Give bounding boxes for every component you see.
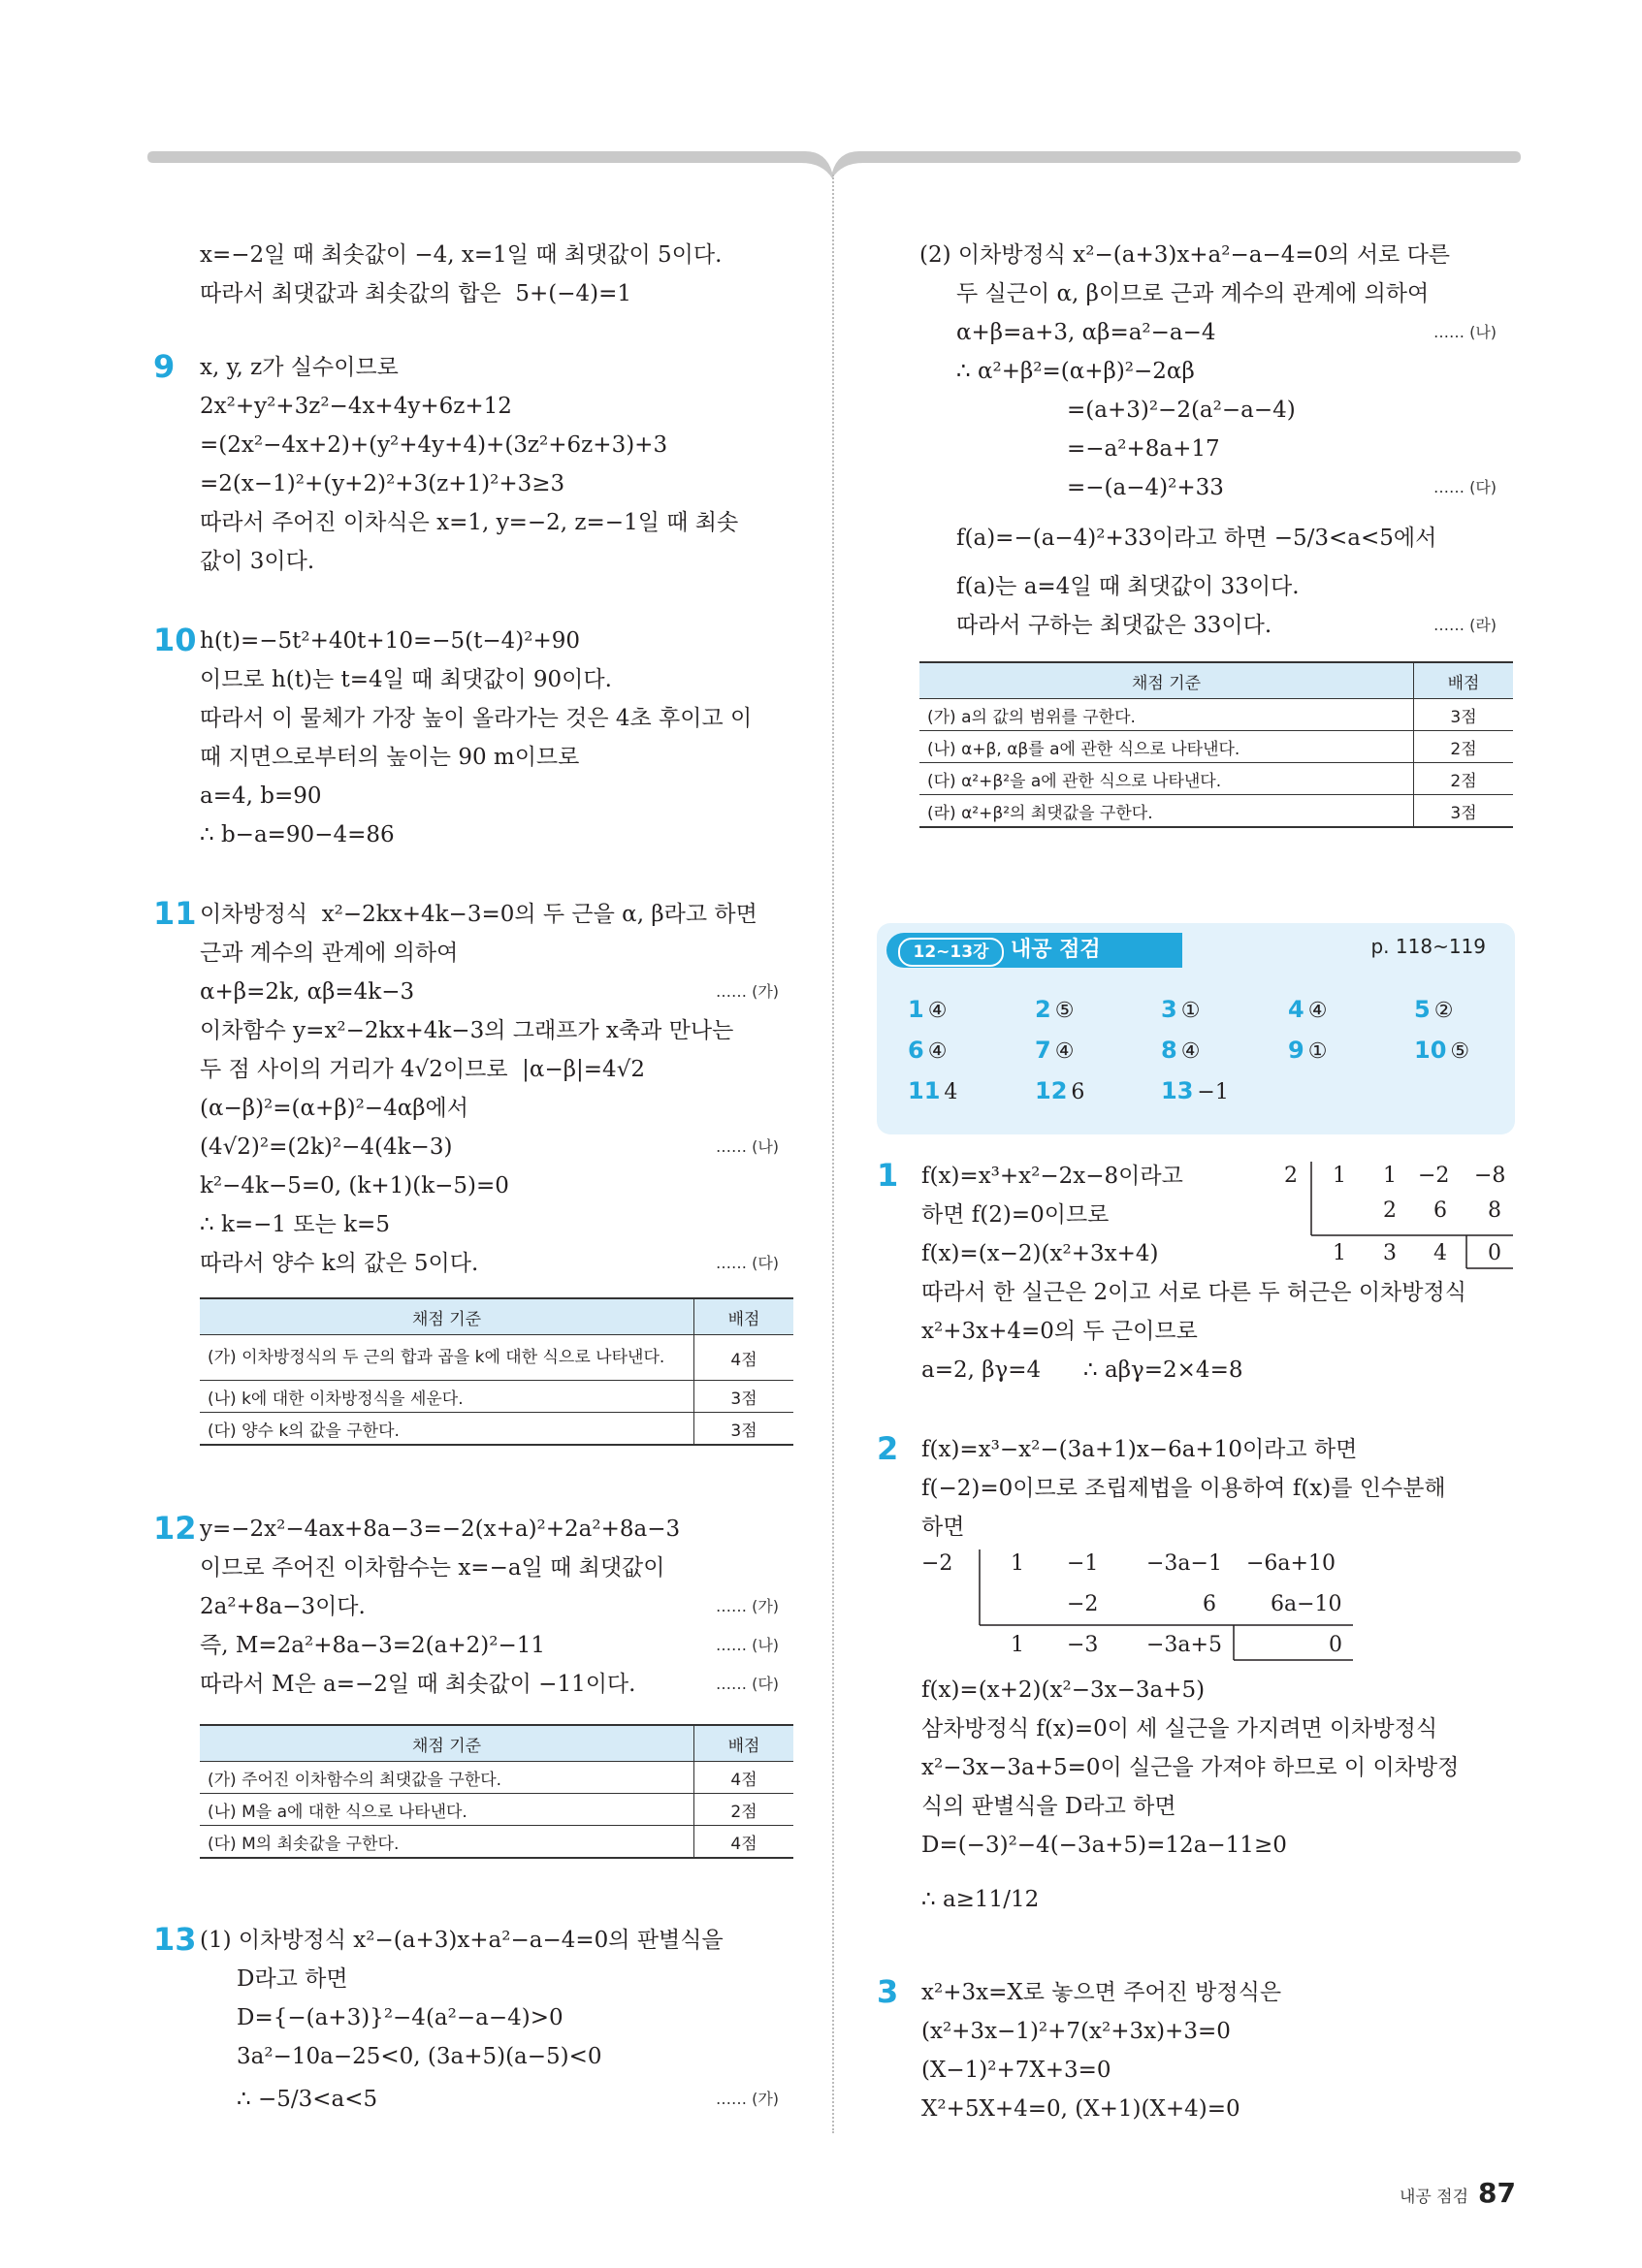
division-cell: 1 xyxy=(1333,1164,1346,1188)
q11-line: 근과 계수의 관계에 의하여 xyxy=(200,941,459,966)
step-tag: …… (가) xyxy=(716,982,780,1001)
q12-line: y=−2x²−4ax+8a−3=−2(x+a)²+2a²+8a−3 xyxy=(200,1517,681,1542)
page-number: 87 xyxy=(1478,2177,1516,2209)
answer-item xyxy=(1161,995,1200,1026)
rubric-points: 3점 xyxy=(694,1381,794,1413)
step-tag: …… (다) xyxy=(716,1675,780,1693)
rubric-criterion: (라) α²+β²의 최댓값을 구한다. xyxy=(919,795,1414,828)
answer-item xyxy=(1035,1076,1084,1107)
answer-value: ⑤ xyxy=(1450,1039,1470,1064)
q9-line: 값이 3이다. xyxy=(200,549,315,574)
division-root: 2 xyxy=(1284,1164,1298,1188)
answer-value: ① xyxy=(1307,1039,1328,1064)
q13b-line: 따라서 구하는 최댓값은 33이다. xyxy=(956,613,1272,638)
q13-line: D={−(a+3)}²−4(a²−a−4)>0 xyxy=(237,2005,563,2030)
answer-number: 7 xyxy=(1035,1037,1051,1064)
division-cell: 1 xyxy=(1383,1164,1397,1188)
step-tag: …… (나) xyxy=(1433,323,1497,341)
rubric-criterion: (가) a의 값의 범위를 구한다. xyxy=(919,699,1414,731)
step-tag: …… (다) xyxy=(1433,478,1497,496)
answer-number: 13 xyxy=(1161,1077,1194,1104)
rubric-criterion: (나) α+β, αβ를 a에 관한 식으로 나타낸다. xyxy=(919,731,1414,763)
table-row xyxy=(919,731,1513,763)
division-cell: 2 xyxy=(1383,1198,1397,1223)
s2-line: ∴ a≥11/12 xyxy=(921,1887,1040,1912)
q13b-line: =−a²+8a+17 xyxy=(1067,436,1220,462)
answer-number: 8 xyxy=(1161,1037,1177,1064)
step-tag: …… (라) xyxy=(1433,616,1497,634)
q9-line: 따라서 주어진 이차식은 x=1, y=−2, z=−1일 때 최솟 xyxy=(200,510,739,535)
q12-line: 이므로 주어진 이차함수는 x=−a일 때 최댓값이 xyxy=(200,1555,665,1581)
answer-key-header xyxy=(886,933,1182,968)
answer-number: 12 xyxy=(1035,1077,1068,1104)
answer-item xyxy=(1035,995,1074,1026)
answer-value: 6 xyxy=(1071,1080,1085,1104)
division-cell: 6 xyxy=(1433,1198,1447,1223)
s3-line: (x²+3x−1)²+7(x²+3x)+3=0 xyxy=(921,2019,1231,2044)
answer-value: ① xyxy=(1180,999,1201,1023)
s1-line: 따라서 한 실근은 2이고 서로 다른 두 허근은 이차방정식 xyxy=(921,1280,1466,1305)
q11-line: (α−β)²=(α+β)²−4αβ에서 xyxy=(200,1096,468,1121)
q12-line: 2a²+8a−3이다. xyxy=(200,1594,366,1619)
q13-line: ∴ −5/3<a<5 xyxy=(237,2087,378,2112)
q13-line: D라고 하면 xyxy=(237,1966,348,1992)
q11-line: 이차방정식 x²−2kx+4k−3=0의 두 근을 α, β라고 하면 xyxy=(200,902,757,927)
answer-item xyxy=(1414,995,1453,1026)
division-cell: −3a−1 xyxy=(1146,1551,1222,1576)
rubric-points: 3점 xyxy=(694,1413,794,1446)
step-tag: …… (나) xyxy=(716,1137,780,1156)
q13b-line: ∴ α²+β²=(α+β)²−2αβ xyxy=(956,359,1195,384)
division-cell: −3a+5 xyxy=(1146,1633,1222,1657)
rubric-criterion: (나) M을 a에 대한 식으로 나타낸다. xyxy=(200,1794,694,1826)
q10-line: 때 지면으로부터의 높이는 90 m이므로 xyxy=(200,745,580,770)
rubric-criterion: (다) 양수 k의 값을 구한다. xyxy=(200,1413,694,1446)
answer-item xyxy=(1161,1036,1200,1067)
rubric-points: 3점 xyxy=(1414,699,1514,731)
q12-line: 따라서 M은 a=−2일 때 최솟값이 −11이다. xyxy=(200,1672,636,1697)
answer-number: 11 xyxy=(908,1077,941,1104)
answer-item xyxy=(1288,1036,1327,1067)
q11-rubric-table xyxy=(200,1297,793,1446)
s1-line: f(x)=x³+x²−2x−8이라고 xyxy=(921,1164,1183,1189)
q13b-line: f(a)는 a=4일 때 최댓값이 33이다. xyxy=(956,574,1300,599)
q9-line: 2x²+y²+3z²−4x+4y+6z+12 xyxy=(200,394,512,419)
q13-line: 3a²−10a−25<0, (3a+5)(a−5)<0 xyxy=(237,2044,602,2069)
division-cell: 8 xyxy=(1488,1198,1501,1223)
answer-number: 10 xyxy=(1414,1037,1447,1064)
table-row xyxy=(200,1335,793,1381)
division-cell: 1 xyxy=(1011,1633,1024,1657)
question-number-9: 9 xyxy=(153,348,176,385)
intro-line: 따라서 최댓값과 최솟값의 합은 5+(−4)=1 xyxy=(200,281,632,306)
answer-value: ② xyxy=(1433,999,1454,1023)
division-cell: 0 xyxy=(1488,1241,1501,1265)
division-cell: −1 xyxy=(1067,1551,1099,1576)
q13b-line: α+β=a+3, αβ=a²−a−4 xyxy=(956,320,1216,345)
s2-line: D=(−3)²−4(−3a+5)=12a−11≥0 xyxy=(921,1833,1287,1858)
rubric-points: 4점 xyxy=(694,1762,794,1794)
answer-item xyxy=(908,1076,957,1107)
q13b-line: =(a+3)²−2(a²−a−4) xyxy=(1067,398,1296,423)
answer-item xyxy=(1414,1036,1469,1067)
rubric-header: 배점 xyxy=(694,1725,794,1762)
intro-line: x=−2일 때 최솟값이 −4, x=1일 때 최댓값이 5이다. xyxy=(200,242,723,268)
answer-value: ⑤ xyxy=(1054,999,1075,1023)
rubric-header: 배점 xyxy=(694,1298,794,1335)
q10-line: 따라서 이 물체가 가장 높이 올라가는 것은 4초 후이고 이 xyxy=(200,706,753,731)
answer-number: 1 xyxy=(908,996,924,1023)
rubric-points: 2점 xyxy=(1414,731,1514,763)
s3-line: (X−1)²+7X+3=0 xyxy=(921,2058,1111,2083)
q13b-line: (2) 이차방정식 x²−(a+3)x+a²−a−4=0의 서로 다른 xyxy=(919,242,1450,268)
rubric-criterion: (다) α²+β²을 a에 관한 식으로 나타낸다. xyxy=(919,763,1414,795)
q11-line: 이차함수 y=x²−2kx+4k−3의 그래프가 x축과 만나는 xyxy=(200,1018,734,1043)
q9-line: =2(x−1)²+(y+2)²+3(z+1)²+3≥3 xyxy=(200,471,565,496)
rubric-header: 채점 기준 xyxy=(200,1298,694,1335)
answer-value: ④ xyxy=(927,1039,948,1064)
s1-line: a=2, βγ=4 ∴ aβγ=2×4=8 xyxy=(921,1358,1243,1383)
rubric-points: 2점 xyxy=(1414,763,1514,795)
answer-number: 5 xyxy=(1414,996,1431,1023)
rubric-header: 채점 기준 xyxy=(200,1725,694,1762)
q11-line: ∴ k=−1 또는 k=5 xyxy=(200,1212,390,1237)
question-number-10: 10 xyxy=(153,622,197,658)
table-row xyxy=(200,1381,793,1413)
q10-line: a=4, b=90 xyxy=(200,783,322,809)
division-cell: 0 xyxy=(1329,1633,1342,1657)
division-cell: 1 xyxy=(1011,1551,1024,1576)
answer-value: 4 xyxy=(944,1080,958,1104)
rubric-points: 2점 xyxy=(694,1794,794,1826)
q13b-line: =−(a−4)²+33 xyxy=(1067,475,1224,500)
division-cell: 3 xyxy=(1383,1241,1397,1265)
q10-line: 이므로 h(t)는 t=4일 때 최댓값이 90이다. xyxy=(200,667,612,692)
s1-line: 하면 f(2)=0이므로 xyxy=(921,1202,1110,1228)
answer-item xyxy=(1288,995,1327,1026)
s2-line: f(−2)=0이므로 조립제법을 이용하여 f(x)를 인수분해 xyxy=(921,1476,1446,1501)
solution-number-2: 2 xyxy=(877,1430,899,1467)
question-number-13: 13 xyxy=(153,1921,197,1958)
answer-key-box xyxy=(877,923,1515,1134)
question-number-11: 11 xyxy=(153,895,197,932)
table-row xyxy=(200,1826,793,1859)
division-cell: −2 xyxy=(1418,1164,1450,1188)
rubric-criterion: (가) 주어진 이차함수의 최댓값을 구한다. xyxy=(200,1762,694,1794)
q9-line: =(2x²−4x+2)+(y²+4y+4)+(3z²+6z+3)+3 xyxy=(200,432,668,458)
q10-line: ∴ b−a=90−4=86 xyxy=(200,822,395,847)
table-row xyxy=(919,699,1513,731)
q12-line: 즉, M=2a²+8a−3=2(a+2)²−11 xyxy=(200,1633,545,1658)
table-row xyxy=(919,763,1513,795)
s1-line: x²+3x+4=0의 두 근이므로 xyxy=(921,1319,1198,1344)
q11-line: 두 점 사이의 거리가 4√2이므로 |α−β|=4√2 xyxy=(200,1057,645,1082)
division-cell: −8 xyxy=(1474,1164,1506,1188)
answer-item xyxy=(1035,1036,1074,1067)
q13b-line: f(a)=−(a−4)²+33이라고 하면 −5/3<a<5에서 xyxy=(956,526,1437,551)
page-reference: p. 118~119 xyxy=(1370,935,1486,958)
division-cell: −3 xyxy=(1067,1633,1099,1657)
solution-number-3: 3 xyxy=(877,1973,899,2010)
s2-line: f(x)=x³−x²−(3a+1)x−6a+10이라고 하면 xyxy=(921,1437,1358,1462)
answer-value: ④ xyxy=(1307,999,1328,1023)
answer-value: ④ xyxy=(1180,1039,1201,1064)
table-row xyxy=(919,795,1513,828)
synthetic-division-2 xyxy=(921,1548,1368,1664)
step-tag: …… (나) xyxy=(716,1636,780,1654)
step-tag: …… (다) xyxy=(716,1254,780,1272)
rubric-points: 4점 xyxy=(694,1335,794,1381)
answer-key-title: 내공 점검 xyxy=(1011,938,1101,962)
s2-line: 하면 xyxy=(921,1515,965,1540)
division-cell: 4 xyxy=(1433,1241,1447,1265)
rubric-header: 배점 xyxy=(1414,662,1514,699)
q9-line: x, y, z가 실수이므로 xyxy=(200,355,399,380)
s2-line: 식의 판별식을 D라고 하면 xyxy=(921,1794,1176,1819)
footer-section-label: 내공 점검 xyxy=(1399,2188,1469,2207)
answer-value: −1 xyxy=(1197,1080,1229,1104)
q13-line: (1) 이차방정식 x²−(a+3)x+a²−a−4=0의 판별식을 xyxy=(200,1928,724,1953)
s2-line: f(x)=(x+2)(x²−3x−3a+5) xyxy=(921,1677,1206,1703)
division-root: −2 xyxy=(921,1551,953,1576)
answer-number: 2 xyxy=(1035,996,1051,1023)
division-cell: 1 xyxy=(1333,1241,1346,1265)
answer-item xyxy=(908,1036,947,1067)
page-footer xyxy=(1400,2177,1516,2209)
rubric-points: 4점 xyxy=(694,1826,794,1859)
page-top-bar xyxy=(0,0,1642,184)
step-tag: …… (가) xyxy=(716,1597,780,1615)
synthetic-division-1 xyxy=(1271,1160,1523,1276)
rubric-header: 채점 기준 xyxy=(919,662,1414,699)
rubric-criterion: (나) k에 대한 이차방정식을 세운다. xyxy=(200,1381,694,1413)
q12-rubric-table xyxy=(200,1724,793,1859)
s2-line: 삼차방정식 f(x)=0이 세 실근을 가지려면 이차방정식 xyxy=(921,1716,1438,1741)
q11-line: 따라서 양수 k의 값은 5이다. xyxy=(200,1251,479,1276)
answer-item xyxy=(908,995,947,1026)
q11-line: (4√2)²=(2k)²−4(4k−3) xyxy=(200,1134,453,1160)
division-cell: −6a+10 xyxy=(1246,1551,1336,1576)
rubric-criterion: (다) M의 최솟값을 구한다. xyxy=(200,1826,694,1859)
column-divider xyxy=(832,175,834,2133)
answer-item xyxy=(1161,1076,1229,1107)
lesson-badge: 12~13강 xyxy=(898,938,1004,967)
s3-line: X²+5X+4=0, (X+1)(X+4)=0 xyxy=(921,2096,1240,2122)
division-cell: 6 xyxy=(1203,1592,1216,1616)
answer-number: 3 xyxy=(1161,996,1177,1023)
s1-line: f(x)=(x−2)(x²+3x+4) xyxy=(921,1241,1159,1266)
table-row xyxy=(200,1762,793,1794)
answer-number: 9 xyxy=(1288,1037,1304,1064)
q11-line: α+β=2k, αβ=4k−3 xyxy=(200,979,415,1005)
table-row xyxy=(200,1413,793,1446)
s3-line: x²+3x=X로 놓으면 주어진 방정식은 xyxy=(921,1980,1282,2005)
q11-line: k²−4k−5=0, (k+1)(k−5)=0 xyxy=(200,1173,509,1198)
step-tag: …… (가) xyxy=(716,2090,780,2108)
rubric-points: 3점 xyxy=(1414,795,1514,828)
answer-number: 6 xyxy=(908,1037,924,1064)
answer-number: 4 xyxy=(1288,996,1304,1023)
answer-value: ④ xyxy=(1054,1039,1075,1064)
q10-line: h(t)=−5t²+40t+10=−5(t−4)²+90 xyxy=(200,628,580,654)
answer-value: ④ xyxy=(927,999,948,1023)
q13-rubric-table xyxy=(919,661,1513,828)
q13b-line: 두 실근이 α, β이므로 근과 계수의 관계에 의하여 xyxy=(956,281,1430,306)
solution-number-1: 1 xyxy=(877,1157,899,1194)
table-row xyxy=(200,1794,793,1826)
question-number-12: 12 xyxy=(153,1510,197,1547)
division-cell: 6a−10 xyxy=(1271,1592,1342,1616)
division-cell: −2 xyxy=(1067,1592,1099,1616)
s2-line: x²−3x−3a+5=0이 실근을 가져야 하므로 이 이차방정 xyxy=(921,1755,1460,1780)
rubric-criterion: (가) 이차방정식의 두 근의 합과 곱을 k에 대한 식으로 나타낸다. xyxy=(200,1335,694,1381)
